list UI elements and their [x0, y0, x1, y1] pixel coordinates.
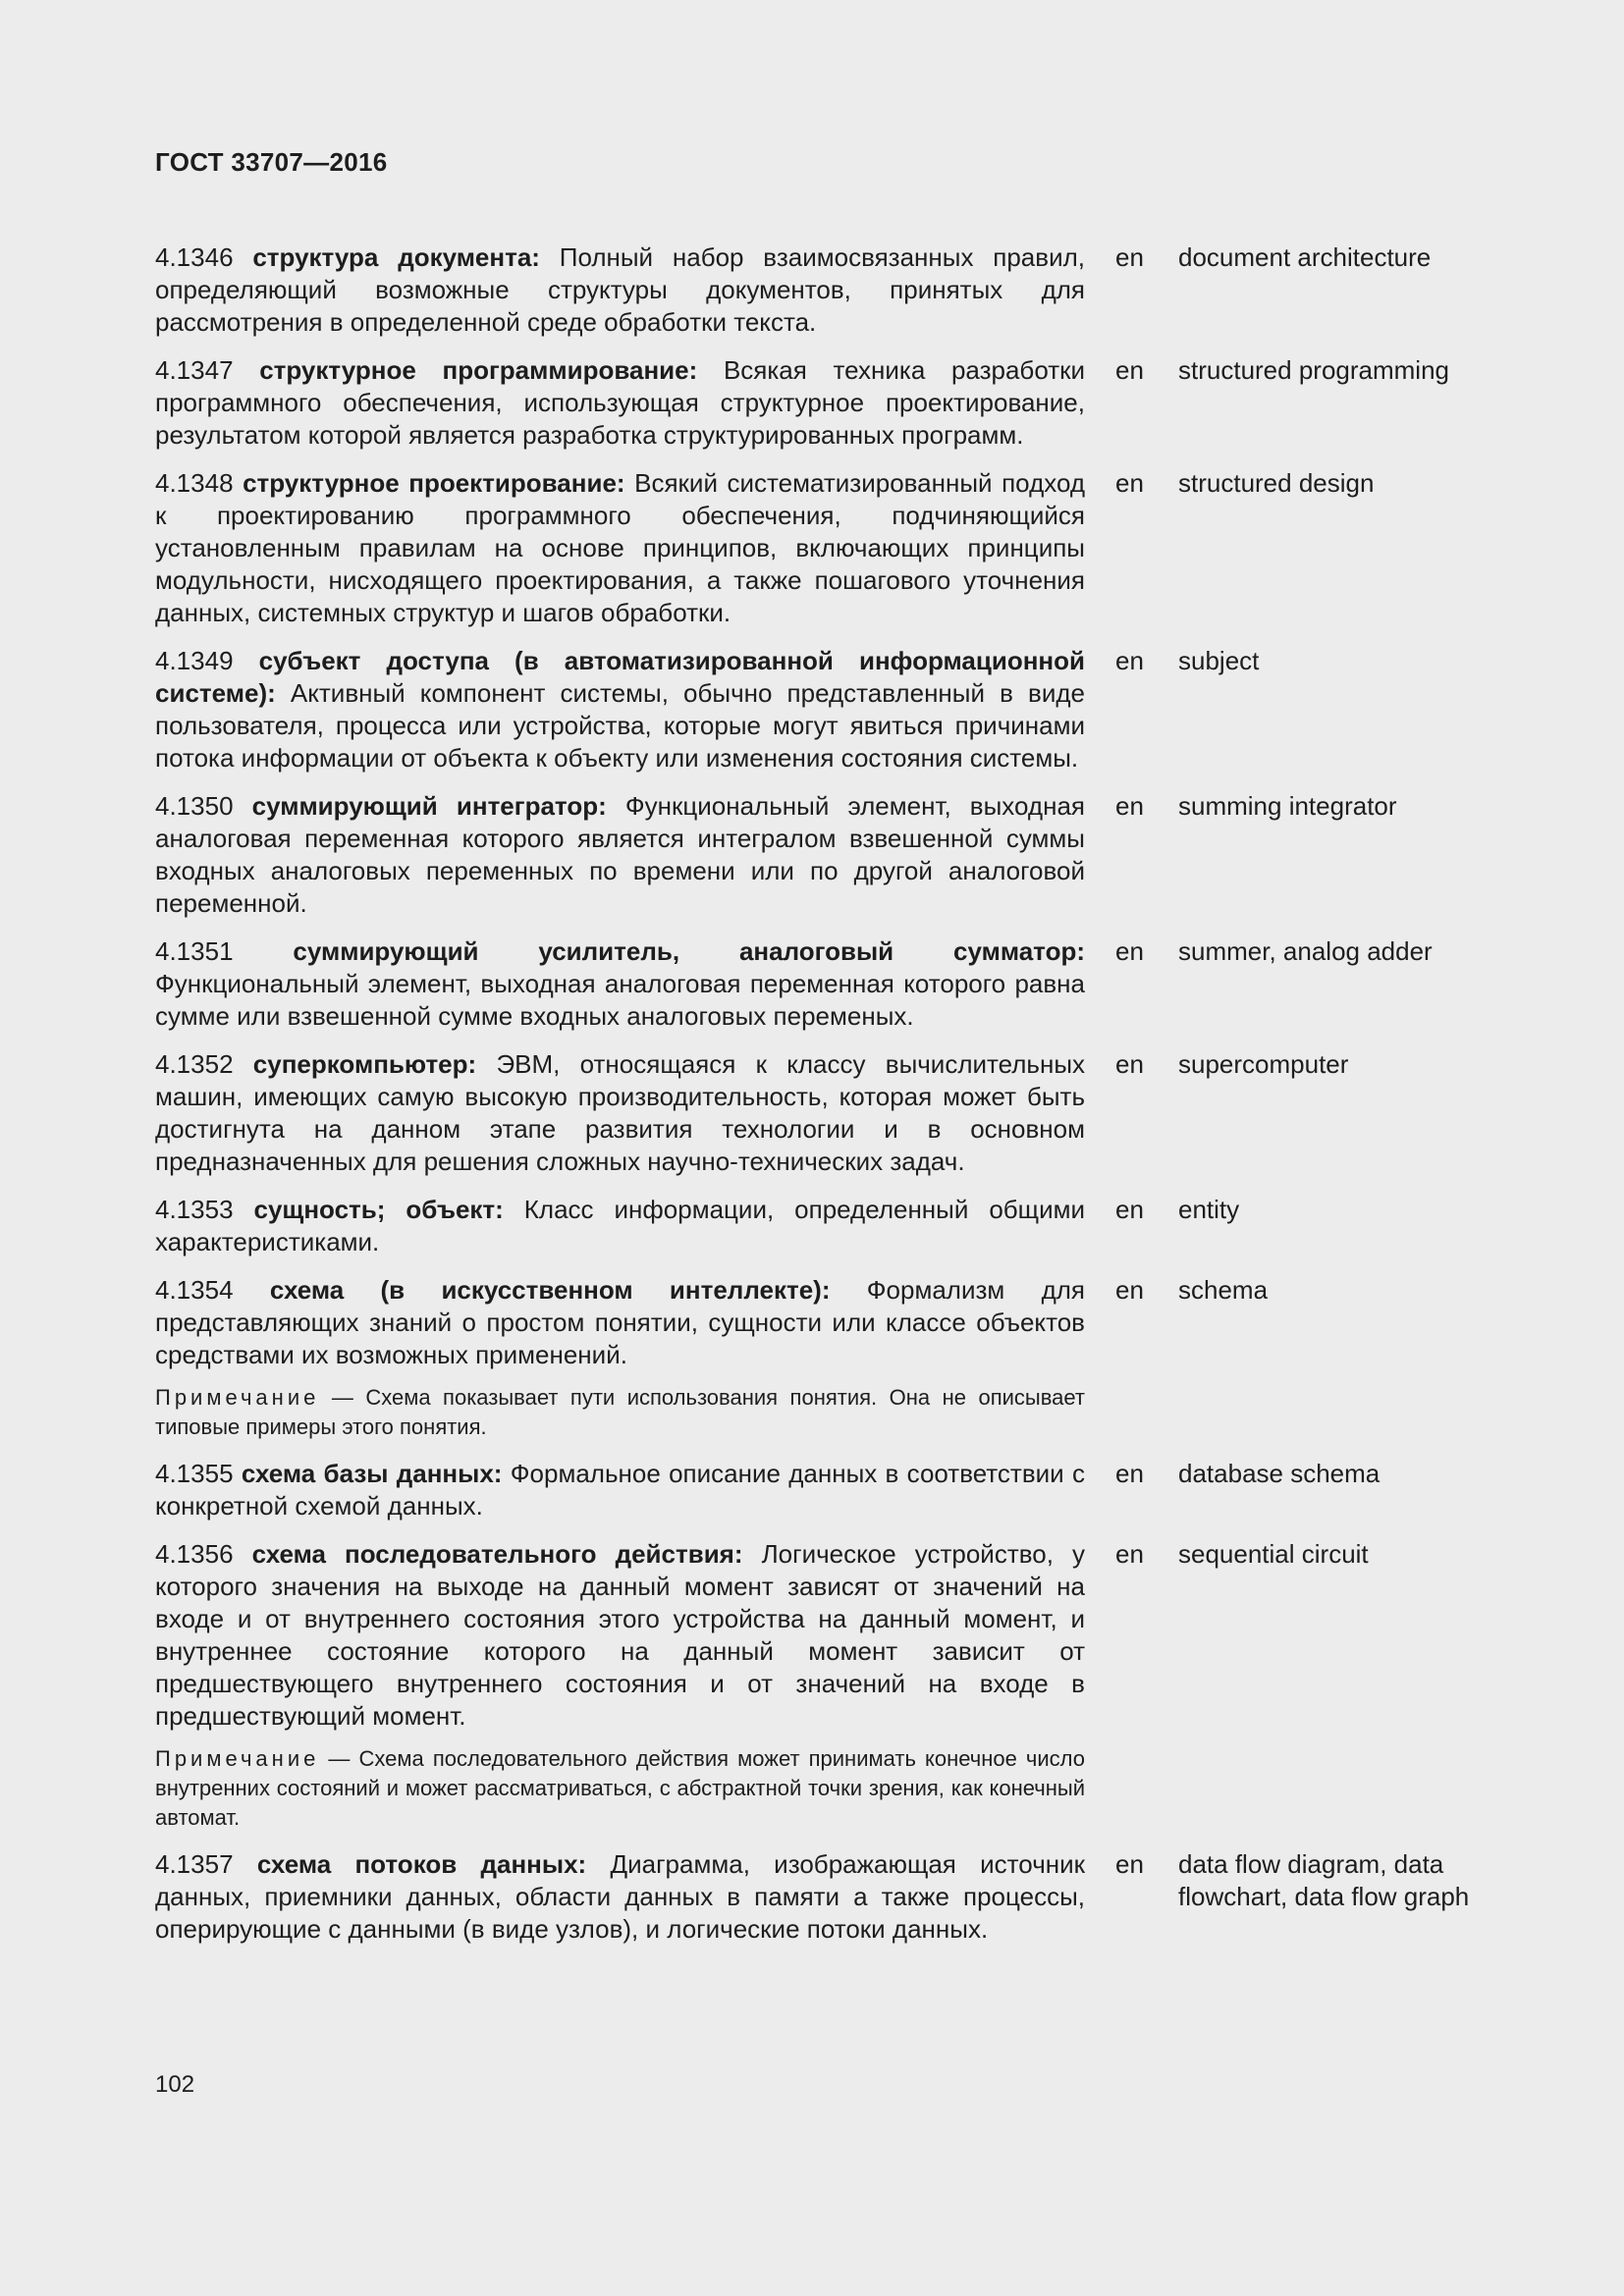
entry-definition	[155, 1848, 1085, 1946]
note-text: — Схема показывает пути использования понятия. Она не описывает типовые примеры этого понятия.	[155, 1385, 1085, 1439]
entry-term: схема базы данных:	[241, 1459, 503, 1488]
entry-term: структурное программирование:	[259, 355, 698, 385]
document-header: ГОСТ 33707—2016	[155, 147, 388, 177]
entry-term: субъект доступа (в автоматизированной информационной системе):	[155, 646, 1085, 708]
entry-term: сущность; объект:	[253, 1195, 504, 1224]
entry-term: схема потоков данных:	[256, 1849, 587, 1879]
entry-definition	[155, 645, 1085, 774]
entry-term: суммирующий усилитель, аналоговый сумматор:	[293, 936, 1085, 966]
glossary-entry	[155, 241, 1471, 339]
language-code: en	[1115, 1849, 1144, 1879]
glossary-entry	[155, 1538, 1471, 1833]
english-equivalent: structured programming	[1178, 355, 1449, 385]
entry-text: Класс информации, определенный общими характеристиками.	[155, 1195, 1085, 1256]
glossary-entry	[155, 1194, 1471, 1258]
entry-note	[155, 1744, 1085, 1833]
english-equivalent: structured design	[1178, 468, 1375, 498]
entry-number: 4.1356	[155, 1539, 234, 1569]
entry-number: 4.1351	[155, 936, 234, 966]
entry-term: структура документа:	[252, 242, 540, 272]
entry-text: Всякая техника разработки программного обеспечения, использующая структурное проектирование, результатом которой является разработка структурированных программ.	[155, 355, 1086, 450]
page-number: 102	[155, 2071, 195, 2098]
entry-definition	[155, 241, 1085, 339]
language-code: en	[1115, 1049, 1144, 1079]
entry-text: ЭВМ, относящаяся к классу вычислительных машин, имеющих самую высокую производительность, которая может быть достигнута на данном этапе развития технологии и в основном предназначенных для решения сложных научно-технических задач.	[155, 1049, 1085, 1176]
language-code: en	[1115, 646, 1144, 675]
glossary-entry	[155, 354, 1471, 452]
glossary-entry	[155, 935, 1471, 1033]
language-code: en	[1115, 1275, 1144, 1305]
language-code: en	[1115, 791, 1144, 821]
entry-definition	[155, 1538, 1085, 1733]
language-code: en	[1115, 355, 1144, 385]
entry-term: схема последовательного действия:	[251, 1539, 743, 1569]
language-code: en	[1115, 1195, 1144, 1224]
entry-term: суммирующий интегратор:	[251, 791, 607, 821]
entry-term: схема (в искусственном интеллекте):	[269, 1275, 831, 1305]
entry-term: суперкомпьютер:	[252, 1049, 477, 1079]
entry-definition	[155, 935, 1085, 1033]
language-code: en	[1115, 242, 1144, 272]
language-code: en	[1115, 1539, 1144, 1569]
entry-text: Формальное описание данных в соответствии с конкретной схемой данных.	[155, 1459, 1085, 1521]
english-equivalent: schema	[1178, 1275, 1269, 1305]
entry-text: Функциональный элемент, выходная аналоговая переменная которого равна сумме или взвешенной сумме входных аналоговых переменых.	[155, 969, 1085, 1031]
language-code: en	[1115, 936, 1144, 966]
entry-number: 4.1352	[155, 1049, 234, 1079]
english-equivalent: database schema	[1178, 1459, 1380, 1488]
entry-definition	[155, 354, 1085, 452]
entry-text: Всякий систематизированный подход к проектированию программного обеспечения, подчиняющийся установленным правилам на основе принципов, включающих принципы модульности, нисходящего проектирования, а также пошагового уточнения данных, системных структур и шагов обработки.	[155, 468, 1086, 627]
english-equivalent: subject	[1178, 646, 1260, 675]
entry-note	[155, 1383, 1085, 1442]
english-equivalent: document architecture	[1178, 242, 1432, 272]
entry-text: Формализм для представляющих знаний о простом понятии, сущности или классе объектов средствами их возможных применений.	[155, 1275, 1085, 1369]
entry-text: Полный набор взаимосвязанных правил, определяющий возможные структуры документов, принятых для рассмотрения в определенной среде обработки текста.	[155, 242, 1085, 337]
english-equivalent: supercomputer	[1178, 1049, 1349, 1079]
glossary-entry	[155, 1274, 1471, 1442]
english-equivalent: sequential circuit	[1178, 1539, 1369, 1569]
glossary-entry	[155, 790, 1471, 920]
entry-number: 4.1355	[155, 1459, 234, 1488]
entry-number: 4.1354	[155, 1275, 234, 1305]
entry-definition	[155, 790, 1085, 920]
language-code: en	[1115, 1459, 1144, 1488]
entry-text: Функциональный элемент, выходная аналоговая переменная которого является интегралом взвешенной суммы входных аналоговых переменных по времени или по другой аналоговой переменной.	[155, 791, 1085, 918]
entry-text: Активный компонент системы, обычно представленный в виде пользователя, процесса или устройства, которые могут явиться причинами потока информации от объекта к объекту или изменения состояния системы.	[155, 678, 1085, 773]
entry-definition	[155, 467, 1085, 629]
entry-number: 4.1347	[155, 355, 234, 385]
note-text: — Схема последовательного действия может принимать конечное число внутренних состояний и может рассматриваться, с абстрактной точки зрения, как конечный автомат.	[155, 1746, 1085, 1830]
entry-definition	[155, 1194, 1085, 1258]
entry-definition	[155, 1048, 1085, 1178]
entry-text: Диаграмма, изображающая источник данных, приемники данных, области данных в памяти а также процессы, оперирующие с данными (в виде узлов), и логические потоки данных.	[155, 1849, 1085, 1944]
english-equivalent: summing integrator	[1178, 791, 1397, 821]
english-equivalent: summer, analog adder	[1178, 936, 1433, 966]
entry-number: 4.1348	[155, 468, 234, 498]
entry-number: 4.1357	[155, 1849, 234, 1879]
entry-number: 4.1349	[155, 646, 234, 675]
entry-number: 4.1353	[155, 1195, 234, 1224]
glossary-entry	[155, 1048, 1471, 1178]
english-equivalent: entity	[1178, 1195, 1240, 1224]
language-code: en	[1115, 468, 1144, 498]
entry-term: структурное проектирование:	[243, 468, 625, 498]
glossary-entry	[155, 467, 1471, 629]
entry-number: 4.1346	[155, 242, 234, 272]
glossary-entries	[155, 241, 1471, 1961]
note-label: Примечание	[155, 1746, 320, 1771]
entry-text: Логическое устройство, у которого значения на выходе на данный момент зависят от значений на входе и от внутреннего состояния этого устройства на данный момент, и внутреннее состояние которого на данный момент зависит от предшествующего внутреннего состояния и от значений на входе в предшествующий момент.	[155, 1539, 1085, 1731]
glossary-entry	[155, 1458, 1471, 1522]
entry-number: 4.1350	[155, 791, 234, 821]
entry-definition	[155, 1274, 1085, 1371]
entry-definition	[155, 1458, 1085, 1522]
glossary-entry	[155, 645, 1471, 774]
english-equivalent: data flow diagram, data flowchart, data flow graph	[1178, 1849, 1470, 1911]
note-label: Примечание	[155, 1385, 320, 1410]
glossary-entry	[155, 1848, 1471, 1946]
